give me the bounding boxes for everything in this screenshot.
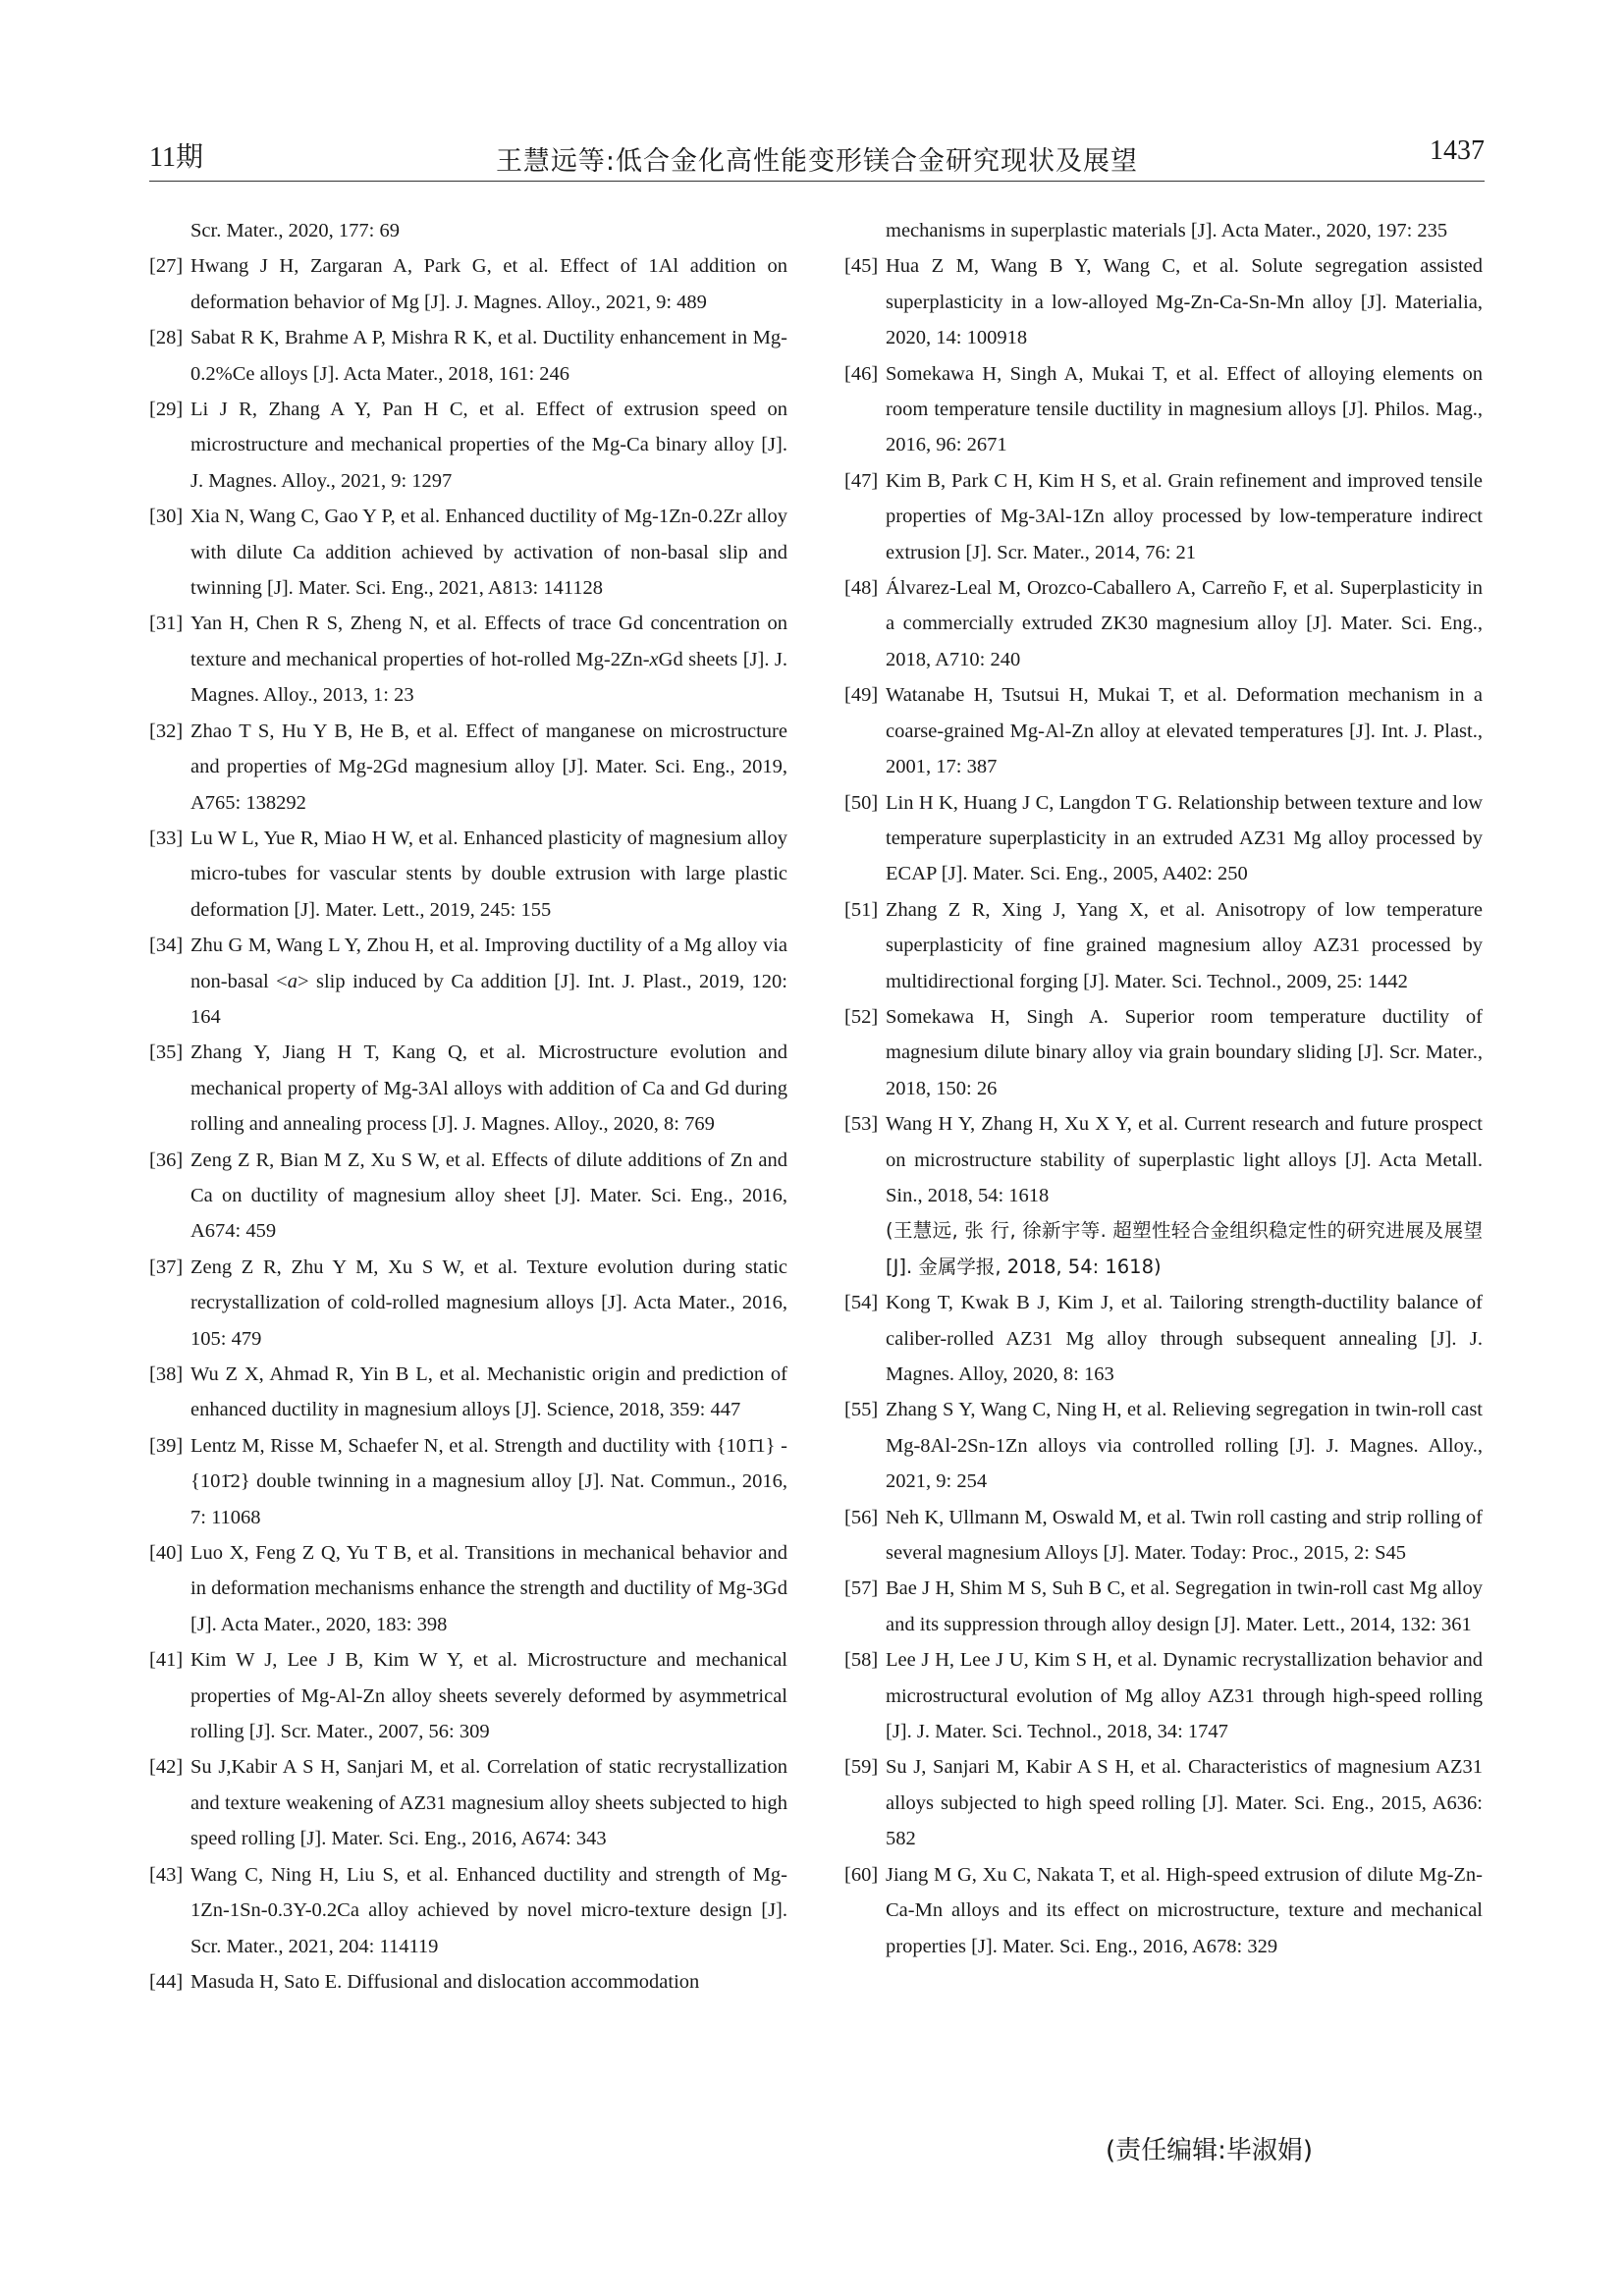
reference-item	[844, 1106, 1483, 1285]
reference-item	[149, 1428, 787, 1535]
reference-item	[844, 999, 1483, 1106]
left-column	[149, 213, 787, 2000]
reference-number: [56]	[844, 1506, 879, 1528]
reference-text-tail: > slip induced by Ca addition [J]. Int. J. Plast., 2019, 120: 164	[190, 970, 787, 1028]
reference-number: [32]	[149, 720, 184, 742]
reference-text: Zeng Z R, Bian M Z, Xu S W, et al. Effects of dilute additions of Zn and Ca on ductility of magnesium alloy sheet [J]. Mater. Sci. Eng., 2016, A674: 459	[190, 1148, 787, 1243]
reference-number: [39]	[149, 1434, 184, 1457]
reference-text: Xia N, Wang C, Gao Y P, et al. Enhanced ductility of Mg-1Zn-0.2Zr alloy with dilute Ca addition achieved by activation of non-basal slip and twinning [J]. Mater. Sci. Eng., 2021, A813: 141128	[190, 506, 787, 600]
reference-number: [38]	[149, 1363, 184, 1385]
reference-item	[149, 499, 787, 606]
reference-text: Kong T, Kwak B J, Kim J, et al. Tailoring strength-ductility balance of caliber-rolled AZ31 Mg alloy through subsequent annealing [J]. J. Magnes. Alloy, 2020, 8: 163	[886, 1292, 1483, 1385]
reference-number: [34]	[149, 934, 184, 957]
page-header	[149, 135, 1485, 182]
reference-text: Hua Z M, Wang B Y, Wang C, et al. Solute segregation assisted superplasticity in a low-alloyed Mg-Zn-Ca-Sn-Mn alloy [J]. Materialia, 2020, 14: 100918	[886, 255, 1483, 349]
running-title: 王慧远等:低合金化高性能变形镁合金研究现状及展望	[495, 146, 1139, 177]
reference-item	[844, 1857, 1483, 1964]
reference-number: [59]	[844, 1756, 879, 1779]
reference-number: [55]	[844, 1399, 879, 1421]
reference-number: [27]	[149, 255, 184, 278]
reference-number: [31]	[149, 613, 184, 635]
reference-text-tail: Gd sheets [J]. J. Magnes. Alloy., 2013, 1: 23	[190, 648, 787, 707]
reference-item	[844, 1642, 1483, 1749]
page-number: 1437	[1430, 135, 1485, 166]
reference-number: [40]	[149, 1542, 184, 1565]
reference-number: [46]	[844, 362, 879, 385]
reference-item	[149, 392, 787, 499]
reference-item	[844, 463, 1483, 570]
reference-item	[844, 570, 1483, 677]
reference-number: [54]	[844, 1292, 879, 1314]
reference-number: [49]	[844, 684, 879, 707]
reference-continuation: mechanisms in superplastic materials [J]. Acta Mater., 2020, 197: 235	[886, 220, 1448, 241]
reference-italic-variable: a	[287, 970, 298, 992]
reference-item	[149, 1357, 787, 1428]
reference-item	[844, 248, 1483, 355]
reference-text: Kim W J, Lee J B, Kim W Y, et al. Microstructure and mechanical properties of Mg-Al-Zn alloy sheets severely deformed by asymmetrical rolling [J]. Scr. Mater., 2007, 56: 309	[190, 1649, 787, 1743]
reference-item	[149, 1642, 787, 1749]
reference-text: Su J,Kabir A S H, Sanjari M, et al. Correlation of static recrystallization and texture weakening of AZ31 magnesium alloy sheets subjected to high speed rolling [J]. Mater. Sci. Eng., 2016, A674: 343	[190, 1756, 787, 1850]
reference-text: Sabat R K, Brahme A P, Mishra R K, et al. Ductility enhancement in Mg-0.2%Ce alloys [J]. Acta Mater., 2018, 161: 246	[190, 327, 787, 385]
reference-number: [36]	[149, 1148, 184, 1171]
reference-text: Somekawa H, Singh A, Mukai T, et al. Effect of alloying elements on room temperature tensile ductility in magnesium alloys [J]. Philos. Mag., 2016, 96: 2671	[886, 362, 1483, 456]
reference-item	[844, 1749, 1483, 1856]
reference-number: [47]	[844, 469, 879, 492]
reference-text: Su J, Sanjari M, Kabir A S H, et al. Characteristics of magnesium AZ31 alloys subjected to high speed rolling [J]. Mater. Sci. Eng., 2015, A636: 582	[886, 1756, 1483, 1850]
reference-text: Watanabe H, Tsutsui H, Mukai T, et al. Deformation mechanism in a coarse-grained Mg-Al-Zn alloy at elevated temperatures [J]. Int. J. Plast., 2001, 17: 387	[886, 684, 1483, 778]
reference-number: [58]	[844, 1649, 879, 1672]
reference-number: [52]	[844, 1005, 879, 1028]
reference-text: Álvarez-Leal M, Orozco-Caballero A, Carreño F, et al. Superplasticity in a commercially extruded ZK30 magnesium alloy [J]. Mater. Sci. Eng., 2018, A710: 240	[886, 577, 1483, 670]
reference-continuation: Scr. Mater., 2020, 177: 69	[190, 220, 400, 241]
reference-text: Zhang Y, Jiang H T, Kang Q, et al. Microstructure evolution and mechanical property of Mg-3Al alloys with addition of Ca and Gd during rolling and annealing process [J]. J. Magnes. Alloy., 2020, 8: 769	[190, 1041, 787, 1136]
reference-item	[844, 1571, 1483, 1642]
reference-item	[149, 928, 787, 1035]
reference-item	[149, 1143, 787, 1250]
reference-text: Lentz M, Risse M, Schaefer N, et al. Strength and ductility with {101̄1} - {101̄2} double twinning in a magnesium alloy [J]. Nat. Commun., 2016, 7: 11068	[190, 1434, 787, 1528]
reference-number: [57]	[844, 1577, 879, 1600]
reference-item	[149, 1964, 787, 2000]
reference-item	[149, 1250, 787, 1357]
right-column	[844, 213, 1483, 1964]
reference-item	[844, 1500, 1483, 1572]
reference-text: Masuda H, Sato E. Diffusional and dislocation accommodation	[190, 1970, 700, 1993]
reference-text: Somekawa H, Singh A. Superior room temperature ductility of magnesium dilute binary alloy via grain boundary sliding [J]. Scr. Mater., 2018, 150: 26	[886, 1005, 1483, 1099]
reference-item	[149, 821, 787, 928]
reference-text: Lin H K, Huang J C, Langdon T G. Relationship between texture and low temperature superplasticity in an extruded AZ31 Mg alloy processed by ECAP [J]. Mater. Sci. Eng., 2005, A402: 250	[886, 791, 1483, 885]
reference-number: [50]	[844, 791, 879, 814]
reference-text: Wang H Y, Zhang H, Xu X Y, et al. Current research and future prospect on microstructure stability of superplastic light alloys [J]. Acta Metall. Sin., 2018, 54: 1618	[886, 1113, 1483, 1206]
reference-number: [44]	[149, 1970, 184, 1993]
reference-text: Li J R, Zhang A Y, Pan H C, et al. Effect of extrusion speed on microstructure and mechanical properties of the Mg-Ca binary alloy [J]. J. Magnes. Alloy., 2021, 9: 1297	[190, 399, 787, 492]
reference-number: [37]	[149, 1255, 184, 1278]
reference-number: [42]	[149, 1756, 184, 1779]
reference-number: [53]	[844, 1113, 879, 1136]
reference-item	[149, 1035, 787, 1142]
reference-number: [45]	[844, 255, 879, 278]
reference-item	[149, 1857, 787, 1964]
reference-text: Wang C, Ning H, Liu S, et al. Enhanced ductility and strength of Mg-1Zn-1Sn-0.3Y-0.2Ca alloy achieved by novel micro-texture design [J]. Scr. Mater., 2021, 204: 114119	[190, 1863, 787, 1957]
reference-text: Luo X, Feng Z Q, Yu T B, et al. Transitions in mechanical behavior and in deformation mechanisms enhance the strength and ductility of Mg-3Gd [J]. Acta Mater., 2020, 183: 398	[190, 1542, 787, 1635]
reference-number: [35]	[149, 1041, 184, 1064]
reference-item	[149, 1535, 787, 1642]
issue-number: 11期	[149, 142, 203, 173]
reference-text: Jiang M G, Xu C, Nakata T, et al. High-speed extrusion of dilute Mg-Zn-Ca-Mn alloys and its effect on microstructure, texture and mechanical properties [J]. Mater. Sci. Eng., 2016, A678: 329	[886, 1863, 1483, 1957]
reference-item	[844, 1285, 1483, 1392]
reference-italic-variable: x	[649, 648, 659, 670]
reference-text: Lu W L, Yue R, Miao H W, et al. Enhanced plasticity of magnesium alloy micro-tubes for vascular stents by double extrusion with large plastic deformation [J]. Mater. Lett., 2019, 245: 155	[190, 827, 787, 921]
reference-item	[844, 1392, 1483, 1499]
reference-text: Zeng Z R, Zhu Y M, Xu S W, et al. Texture evolution during static recrystallization of cold-rolled magnesium alloys [J]. Acta Mater., 2016, 105: 479	[190, 1255, 787, 1350]
reference-number: [43]	[149, 1863, 184, 1886]
reference-item	[149, 248, 787, 320]
reference-item	[844, 356, 1483, 463]
reference-item	[149, 606, 787, 713]
reference-text: Wu Z X, Ahmad R, Yin B L, et al. Mechanistic origin and prediction of enhanced ductility in magnesium alloys [J]. Science, 2018, 359: 447	[190, 1363, 787, 1421]
reference-text: Zhang S Y, Wang C, Ning H, et al. Relieving segregation in twin-roll cast Mg-8Al-2Sn-1Zn alloys via controlled rolling [J]. J. Magnes. Alloy., 2021, 9: 254	[886, 1399, 1483, 1493]
reference-item	[149, 714, 787, 821]
reference-number: [51]	[844, 898, 879, 921]
reference-number: [33]	[149, 827, 184, 849]
reference-item	[844, 785, 1483, 892]
reference-text: Lee J H, Lee J U, Kim S H, et al. Dynamic recrystallization behavior and microstructural evolution of Mg alloy AZ31 through high-speed rolling [J]. J. Mater. Sci. Technol., 2018, 34: 1747	[886, 1649, 1483, 1743]
reference-text: Neh K, Ullmann M, Oswald M, et al. Twin roll casting and strip rolling of several magnesium Alloys [J]. Mater. Today: Proc., 2015, 2: S45	[886, 1506, 1483, 1565]
reference-text: Zhang Z R, Xing J, Yang X, et al. Anisotropy of low temperature superplasticity of fine grained magnesium alloy AZ31 processed by multidirectional forging [J]. Mater. Sci. Technol., 2009, 25: 1442	[886, 898, 1483, 992]
reference-item	[844, 677, 1483, 784]
reference-number: [30]	[149, 506, 184, 528]
reference-text: Bae J H, Shim M S, Suh B C, et al. Segregation in twin-roll cast Mg alloy and its suppression through alloy design [J]. Mater. Lett., 2014, 132: 361	[886, 1577, 1483, 1635]
reference-item	[844, 892, 1483, 999]
reference-text: Kim B, Park C H, Kim H S, et al. Grain refinement and improved tensile properties of Mg-3Al-1Zn alloy processed by low-temperature indirect extrusion [J]. Scr. Mater., 2014, 76: 21	[886, 469, 1483, 563]
reference-number: [41]	[149, 1649, 184, 1672]
reference-number: [48]	[844, 577, 879, 600]
responsible-editor-note: (责任编辑:毕淑娟)	[1106, 2136, 1314, 2165]
reference-number: [29]	[149, 399, 184, 421]
reference-number: [60]	[844, 1863, 879, 1886]
reference-text: Zhu G M, Wang L Y, Zhou H, et al. Improving ductility of a Mg alloy via non-basal <	[190, 934, 787, 992]
reference-chinese-translation: (王慧远, 张 行, 徐新宇等. 超塑性轻合金组织稳定性的研究进展及展望 [J]. 金属学报, 2018, 54: 1618)	[886, 1219, 1483, 1278]
reference-text: Zhao T S, Hu Y B, He B, et al. Effect of manganese on microstructure and properties of Mg-2Gd magnesium alloy [J]. Mater. Sci. Eng., 2019, A765: 138292	[190, 720, 787, 814]
reference-number: [28]	[149, 327, 184, 349]
reference-item	[149, 320, 787, 392]
reference-text: Yan H, Chen R S, Zheng N, et al. Effects of trace Gd concentration on texture and mechanical properties of hot-rolled Mg-2Zn-	[190, 613, 787, 670]
reference-text: Hwang J H, Zargaran A, Park G, et al. Effect of 1Al addition on deformation behavior of Mg [J]. J. Magnes. Alloy., 2021, 9: 489	[190, 255, 787, 313]
reference-item	[149, 1749, 787, 1856]
